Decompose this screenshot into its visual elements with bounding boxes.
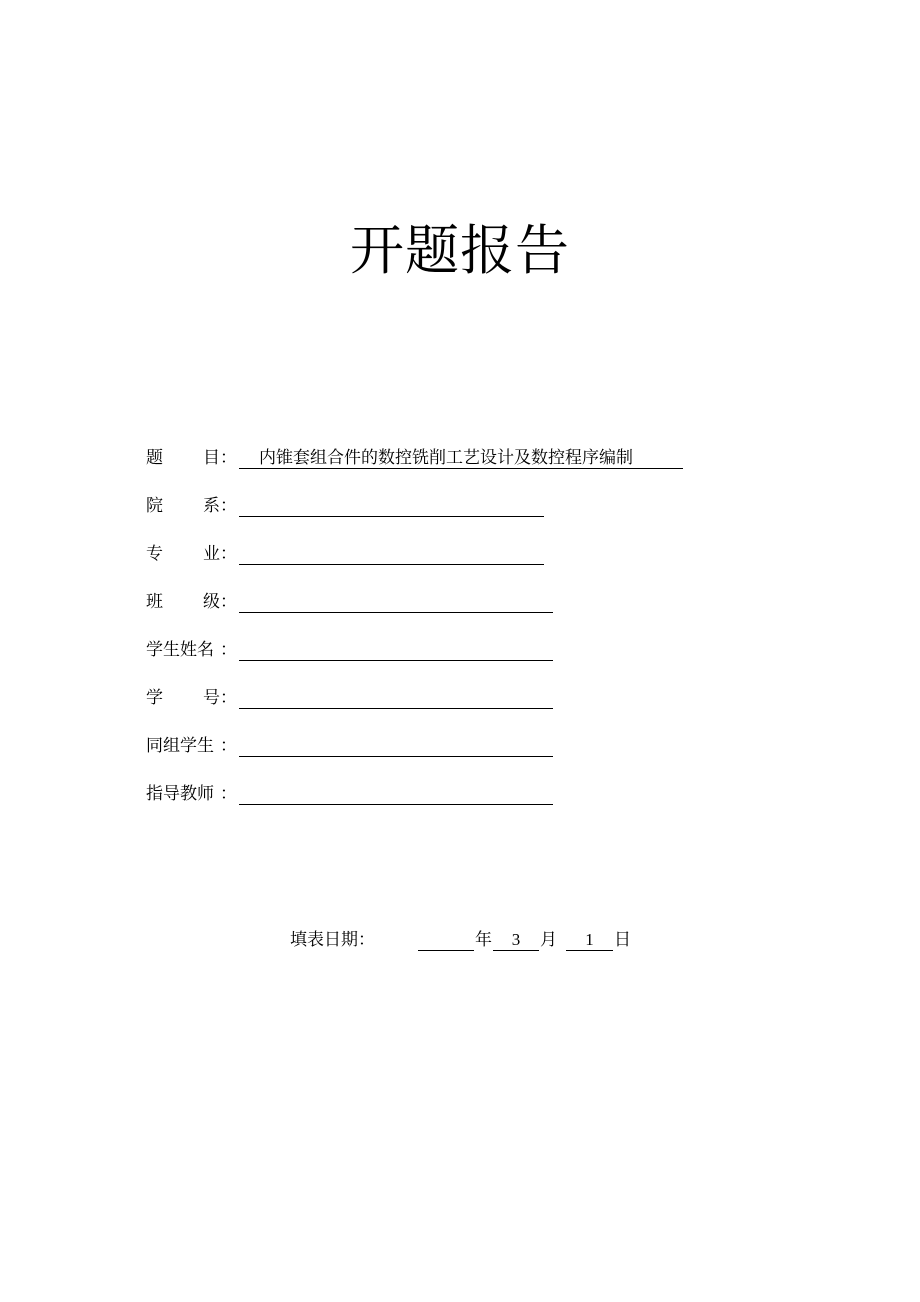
advisor-colon: ： bbox=[220, 784, 237, 803]
department-label-first: 院 bbox=[146, 496, 163, 515]
month-input[interactable]: 3 bbox=[493, 928, 539, 951]
day-input[interactable]: 1 bbox=[566, 928, 613, 951]
advisor-label-text: 指导教师 bbox=[146, 784, 214, 803]
class-label bbox=[146, 590, 240, 614]
student-name-label bbox=[146, 638, 240, 662]
department-colon: ： bbox=[220, 496, 237, 515]
student-id-label bbox=[146, 686, 240, 710]
class-field bbox=[146, 590, 556, 614]
department-label-last: 系 bbox=[203, 496, 220, 515]
student-id-label-last: 号 bbox=[203, 688, 220, 707]
page-title: 开题报告 bbox=[350, 221, 570, 281]
class-label-last: 级 bbox=[203, 592, 220, 611]
major-label bbox=[146, 542, 240, 566]
group-members-colon: ： bbox=[220, 736, 237, 755]
student-name-label-text: 学生姓名 bbox=[146, 640, 214, 659]
major-label-last: 业 bbox=[203, 544, 220, 563]
advisor-input[interactable] bbox=[239, 782, 553, 805]
topic-label bbox=[146, 446, 240, 470]
department-field bbox=[146, 494, 546, 518]
student-id-colon: ： bbox=[220, 688, 237, 707]
student-name-input[interactable] bbox=[239, 638, 553, 661]
year-label: 年 bbox=[475, 930, 492, 949]
advisor-field bbox=[146, 782, 556, 806]
major-input[interactable] bbox=[239, 542, 544, 565]
major-field bbox=[146, 542, 546, 566]
student-id-field bbox=[146, 686, 556, 710]
topic-label-first: 题 bbox=[146, 448, 163, 467]
group-members-input[interactable] bbox=[239, 734, 553, 757]
topic-field bbox=[146, 446, 706, 470]
group-members-label bbox=[146, 734, 240, 758]
student-name-colon: ： bbox=[220, 640, 237, 659]
student-id-label-first: 学 bbox=[146, 688, 163, 707]
student-id-input[interactable] bbox=[239, 686, 553, 709]
major-colon: ： bbox=[220, 544, 237, 563]
department-label bbox=[146, 494, 240, 518]
topic-label-last: 目 bbox=[203, 448, 220, 467]
class-input[interactable] bbox=[239, 590, 553, 613]
advisor-label bbox=[146, 782, 240, 806]
topic-value: 内锥套组合件的数控铣削工艺设计及数控程序编制 bbox=[259, 448, 633, 467]
class-colon: ： bbox=[220, 592, 237, 611]
day-label: 日 bbox=[614, 930, 631, 949]
group-members-label-text: 同组学生 bbox=[146, 736, 214, 755]
student-name-field bbox=[146, 638, 556, 662]
department-input[interactable] bbox=[239, 494, 544, 517]
topic-colon: ： bbox=[220, 448, 237, 467]
group-members-field bbox=[146, 734, 556, 758]
topic-input[interactable] bbox=[239, 446, 683, 469]
class-label-first: 班 bbox=[146, 592, 163, 611]
fill-date-label: 填表日期： bbox=[290, 930, 375, 949]
year-input[interactable] bbox=[418, 928, 474, 951]
month-label: 月 bbox=[540, 930, 557, 949]
major-label-first: 专 bbox=[146, 544, 163, 563]
